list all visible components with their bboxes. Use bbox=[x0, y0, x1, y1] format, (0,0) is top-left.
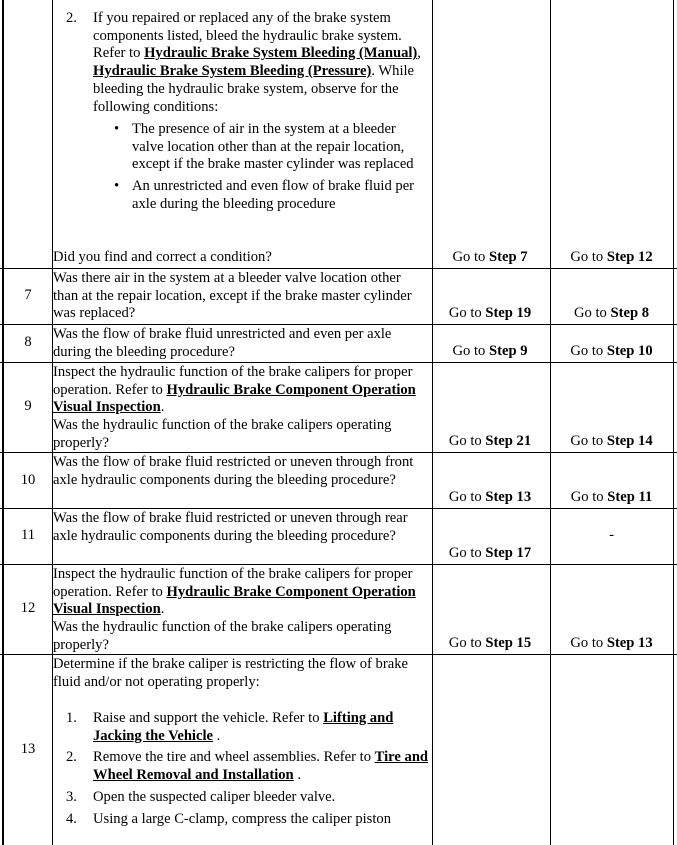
link-bleeding-manual[interactable]: Hydraulic Brake System Bleeding (Manual) bbox=[144, 45, 418, 62]
yes-action bbox=[433, 635, 547, 653]
condition-text: The presence of air in the system at a bleeder valve location other than at the repair location, except if the brake master cylinder was replaced bbox=[132, 121, 414, 173]
no-action bbox=[551, 343, 672, 361]
no-action bbox=[551, 635, 672, 653]
no-action bbox=[551, 433, 672, 451]
list-number: 1. bbox=[66, 710, 77, 726]
step-link[interactable]: Step 15 bbox=[485, 635, 532, 651]
row-divider bbox=[0, 508, 677, 509]
step-action-text: Was the flow of brake fluid unrestricted and even per axle during the bleeding procedure? bbox=[53, 326, 392, 360]
list-item bbox=[66, 811, 430, 829]
step-13-instructions bbox=[66, 710, 430, 828]
yes-action bbox=[433, 343, 547, 361]
go-to-text: Go to bbox=[570, 433, 607, 449]
link-bleeding-pressure[interactable]: Hydraulic Brake System Bleeding (Pressure) bbox=[93, 63, 372, 80]
go-to-text: Go to bbox=[570, 635, 607, 651]
instruction-text: Inspect the hydraulic function of the brake calipers for proper operation. Refer to bbox=[53, 566, 413, 600]
step-link[interactable]: Step 10 bbox=[606, 343, 653, 359]
link-caliper-inspection[interactable]: Hydraulic Brake Component Operation Visual Inspection bbox=[53, 583, 416, 618]
table-border-left bbox=[2, 0, 4, 845]
yes-action bbox=[433, 433, 547, 451]
step-action-text bbox=[53, 566, 429, 655]
step-link[interactable]: Step 13 bbox=[485, 489, 532, 505]
row-divider bbox=[0, 268, 677, 269]
instruction-text: Using a large C-clamp, compress the caliper piston bbox=[93, 810, 392, 827]
link-lifting-jacking[interactable]: Lifting and Jacking the Vehicle bbox=[93, 710, 394, 744]
go-to-text: Go to bbox=[448, 635, 486, 651]
no-action bbox=[551, 305, 672, 323]
step-link[interactable]: Step 14 bbox=[606, 433, 653, 449]
column-divider bbox=[550, 0, 551, 845]
bullet-icon: • bbox=[114, 178, 120, 195]
row-divider bbox=[0, 324, 677, 325]
step-link[interactable]: Step 13 bbox=[606, 635, 653, 651]
go-to-text: Go to bbox=[570, 489, 608, 505]
step-action-text bbox=[53, 364, 429, 453]
step-link[interactable]: Step 8 bbox=[610, 305, 649, 321]
go-to-text: Go to bbox=[452, 249, 489, 265]
instruction-text: . bbox=[160, 601, 165, 618]
instruction-text: Raise and support the vehicle. Refer to bbox=[93, 710, 324, 726]
step-action-text: Was there air in the system at a bleeder valve location other than at the repair location, except if the brake master cylinder was replaced? bbox=[53, 270, 412, 322]
link-caliper-inspection[interactable]: Hydraulic Brake Component Operation Visual Inspection bbox=[53, 381, 416, 416]
step-number: 7 bbox=[24, 287, 32, 303]
go-to-text: Go to bbox=[448, 305, 486, 321]
step-number: 10 bbox=[20, 472, 36, 488]
step-6-question: Did you find and correct a condition? bbox=[53, 249, 272, 265]
instruction-text: . bbox=[213, 727, 221, 744]
step-question: Was the hydraulic function of the brake calipers operating properly? bbox=[53, 619, 392, 653]
instruction-text: If you repaired or replaced any of the brake system components listed, bleed the hydraulic brake system. Refer to bbox=[93, 10, 402, 62]
go-to-text: Go to bbox=[448, 489, 486, 505]
row-divider bbox=[0, 564, 677, 565]
row-divider bbox=[0, 362, 677, 363]
step-link[interactable]: Step 21 bbox=[485, 433, 532, 449]
yes-action bbox=[433, 545, 547, 563]
step-action-text: Was the flow of brake fluid restricted or uneven through rear axle hydraulic components during the bleeding procedure? bbox=[53, 510, 408, 544]
list-item bbox=[66, 749, 430, 784]
list-number: 4. bbox=[66, 810, 77, 827]
list-item bbox=[114, 178, 430, 213]
go-to-text: Go to bbox=[448, 433, 486, 449]
no-action-empty: - bbox=[609, 527, 614, 543]
list-item bbox=[114, 121, 430, 174]
step-number: 11 bbox=[20, 527, 36, 543]
step-number: 9 bbox=[24, 398, 32, 414]
instruction-text: Remove the tire and wheel assemblies. Refer to bbox=[93, 749, 375, 766]
table-border-right bbox=[673, 0, 674, 845]
yes-action bbox=[433, 249, 547, 267]
list-item bbox=[66, 710, 430, 745]
step-action-text: Was the flow of brake fluid restricted or uneven through front axle hydraulic components during the bleeding procedure? bbox=[53, 454, 414, 488]
list-number: 2. bbox=[66, 10, 77, 26]
step-link[interactable]: Step 17 bbox=[485, 545, 532, 561]
step-action-text: Determine if the brake caliper is restricting the flow of brake fluid and/or not operating properly: bbox=[53, 656, 408, 690]
go-to-text: Go to bbox=[574, 305, 611, 321]
step-number: 8 bbox=[24, 334, 32, 350]
column-divider bbox=[432, 0, 433, 845]
condition-text: An unrestricted and even flow of brake fluid per axle during the bleeding procedure bbox=[132, 178, 415, 212]
go-to-text: Go to bbox=[570, 343, 607, 359]
link-tire-wheel-removal[interactable]: Tire and Wheel Removal and Installation bbox=[93, 749, 429, 784]
instruction-text: Open the suspected caliper bleeder valve. bbox=[93, 788, 336, 805]
step-link[interactable]: Step 11 bbox=[607, 489, 653, 505]
instruction-text: Inspect the hydraulic function of the brake calipers for proper operation. Refer to bbox=[53, 364, 413, 398]
instruction-text: . While bleeding the hydraulic brake system, observe for the following conditions: bbox=[93, 63, 415, 115]
step-question: Was the hydraulic function of the brake calipers operating properly? bbox=[53, 417, 392, 451]
bullet-icon: • bbox=[114, 121, 120, 137]
list-item bbox=[66, 10, 430, 116]
list-number: 2. bbox=[66, 749, 77, 766]
step-number: 12 bbox=[20, 600, 36, 616]
conditions-list bbox=[114, 121, 430, 214]
no-action bbox=[551, 489, 672, 507]
step-link[interactable]: Step 19 bbox=[485, 305, 532, 321]
go-to-text: Go to bbox=[452, 343, 489, 359]
instruction-text: . bbox=[293, 767, 301, 784]
list-number: 3. bbox=[66, 788, 77, 805]
go-to-text: Go to bbox=[570, 249, 607, 265]
step-link[interactable]: Step 9 bbox=[488, 343, 528, 359]
separator-text: , bbox=[417, 45, 421, 62]
go-to-text: Go to bbox=[448, 545, 486, 561]
instruction-text: . bbox=[160, 399, 165, 416]
step-6-instructions bbox=[66, 10, 430, 116]
step-link[interactable]: Step 12 bbox=[606, 249, 653, 265]
step-link[interactable]: Step 7 bbox=[488, 249, 528, 265]
no-action bbox=[551, 249, 672, 267]
yes-action bbox=[433, 489, 547, 507]
yes-action bbox=[433, 305, 547, 323]
step-number: 13 bbox=[20, 741, 36, 757]
list-item bbox=[66, 789, 430, 807]
